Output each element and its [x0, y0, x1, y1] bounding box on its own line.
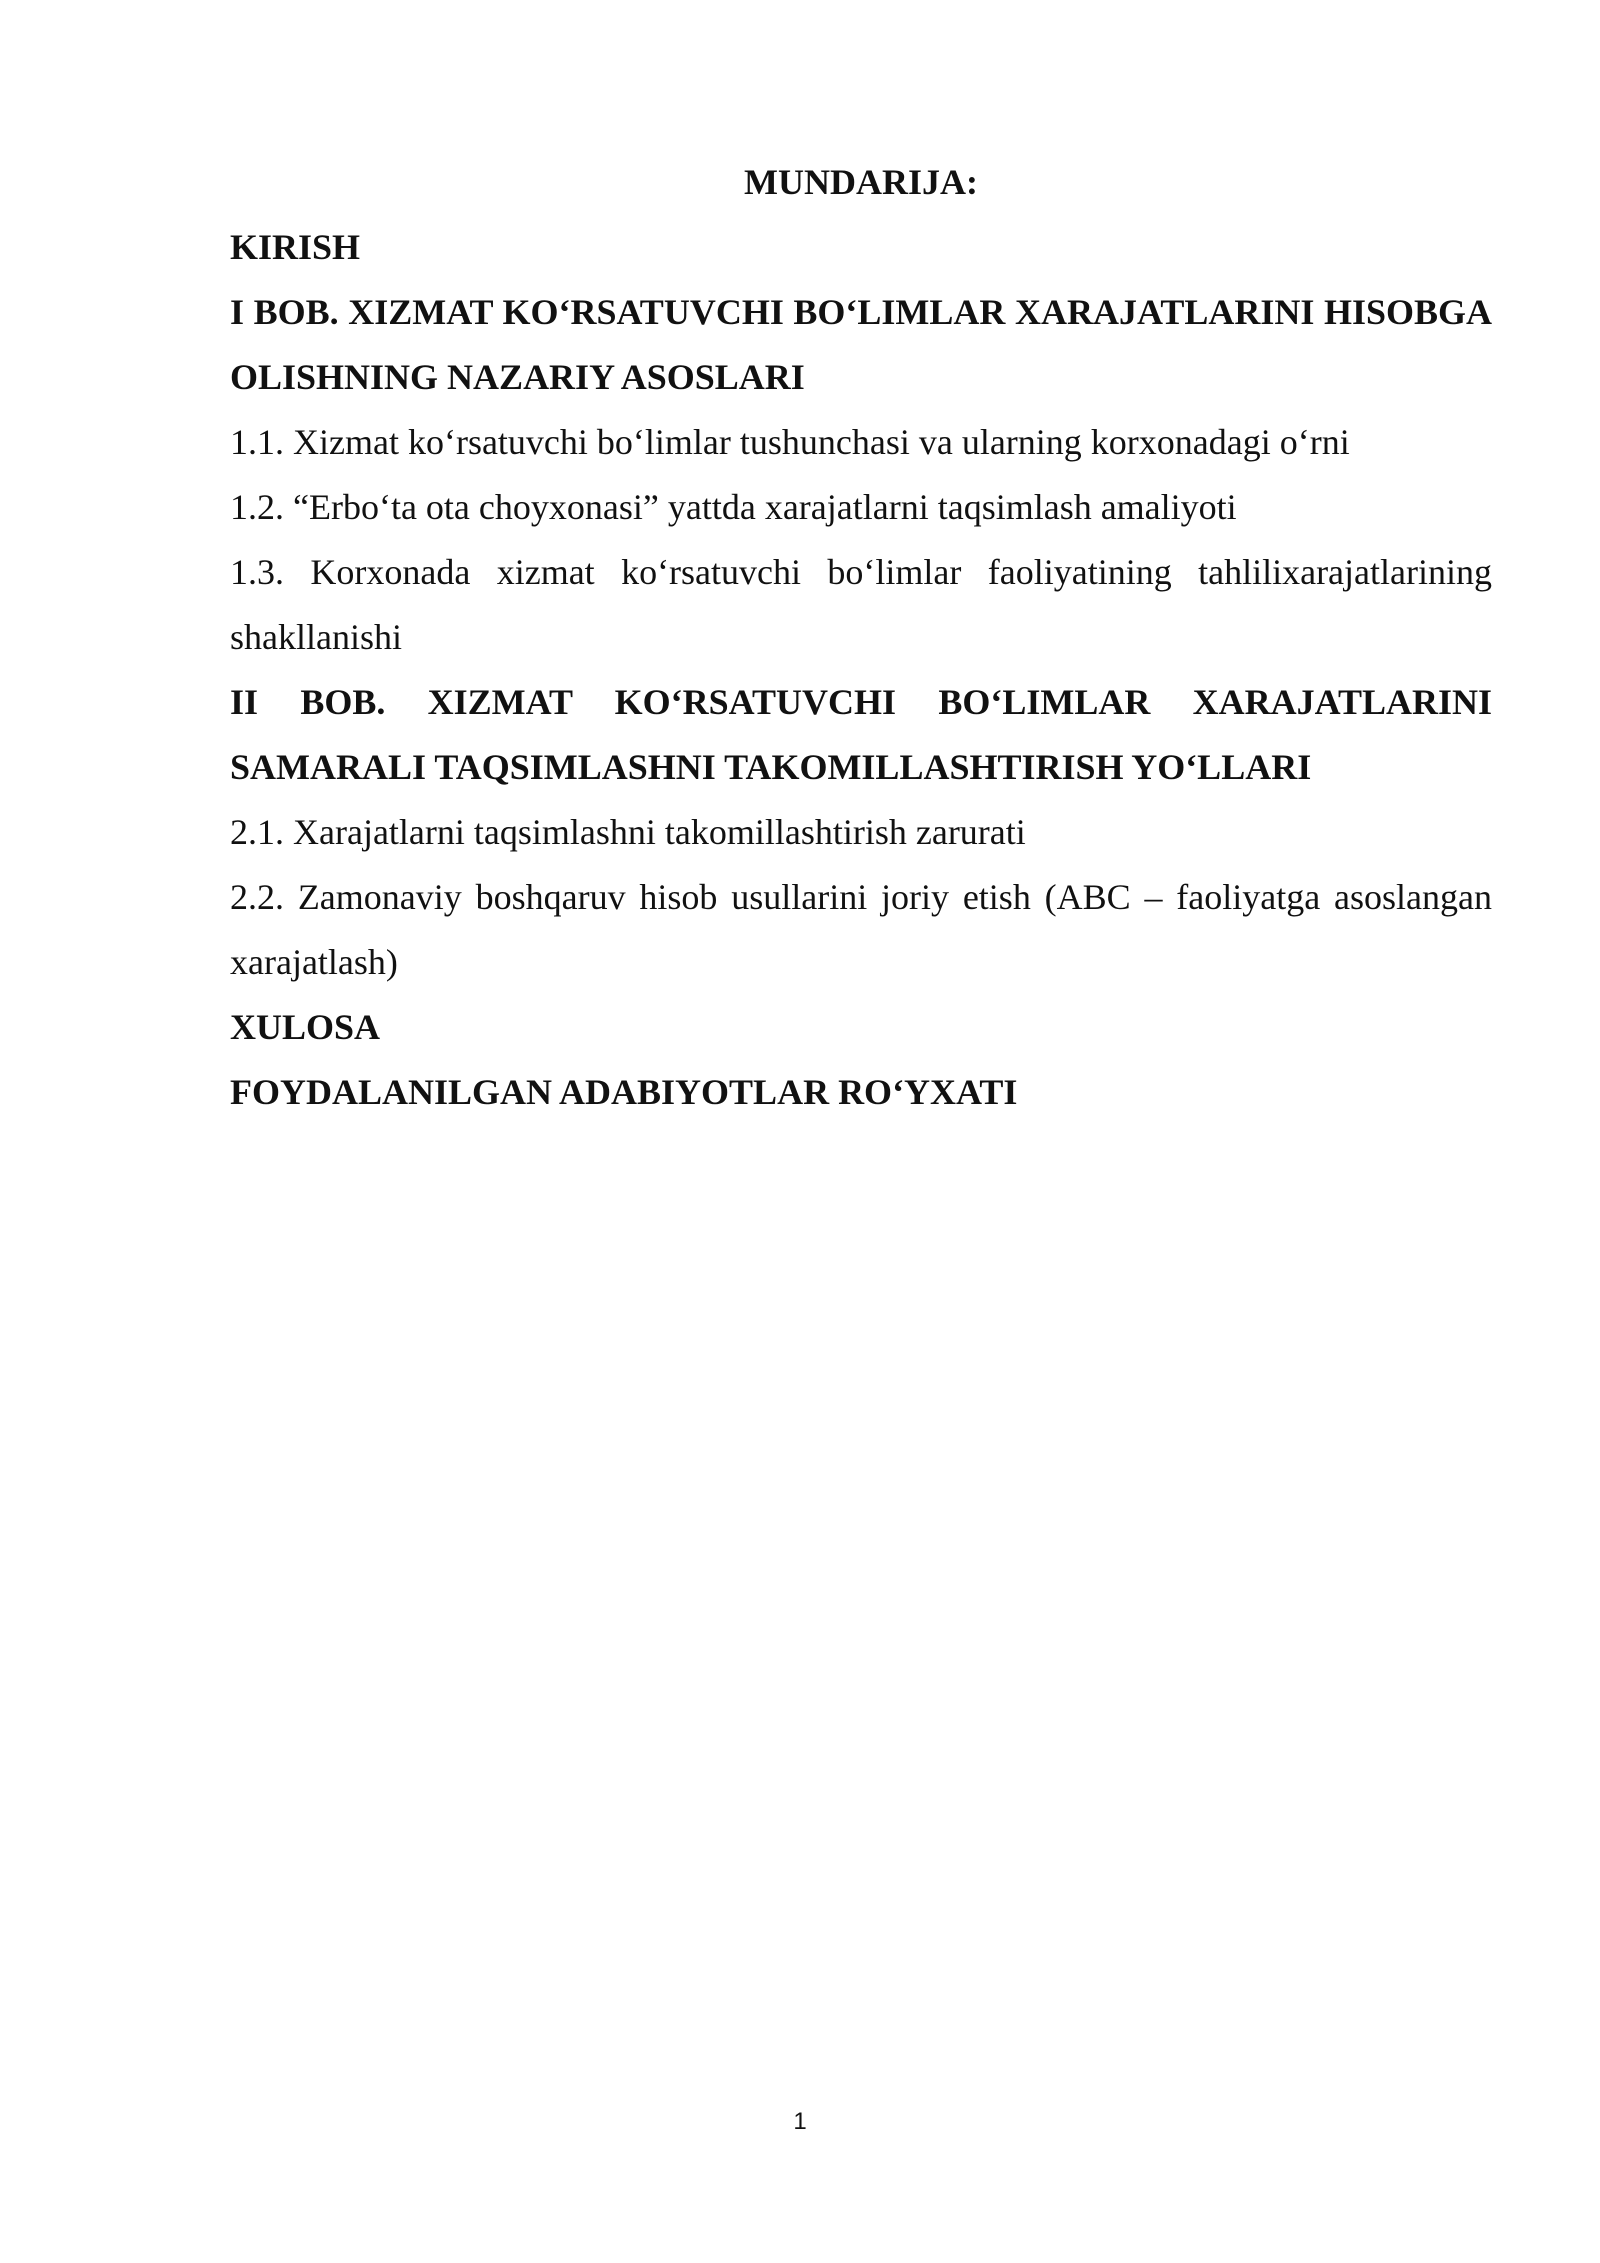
- toc-title: MUNDARIJA:: [744, 162, 978, 202]
- toc-entry-section-2-1: 2.1. Xarajatlarni taqsimlashni takomillashtirish zarurati: [230, 812, 1026, 852]
- table-of-contents: [230, 150, 1492, 1125]
- toc-entry-chapter-1: I BOB. XIZMAT KO‘RSATUVCHI BO‘LIMLAR XARAJATLARINI HISOBGA OLISHNING NAZARIY ASOSLARI: [230, 292, 1492, 397]
- toc-entry-introduction: KIRISH: [230, 227, 361, 267]
- toc-entry-conclusion: XULOSA: [230, 1007, 381, 1047]
- toc-entry-chapter-2: II BOB. XIZMAT KO‘RSATUVCHI BO‘LIMLAR XARAJATLARINI SAMARALI TAQSIMLASHNI TAKOMILLASHTIRISH YO‘LLARI: [230, 682, 1492, 787]
- page-number: 1: [793, 2108, 807, 2135]
- toc-entry-references: FOYDALANILGAN ADABIYOTLAR RO‘YXATI: [230, 1072, 1018, 1112]
- toc-entry-section-1-2: 1.2. “Erbo‘ta ota choyxonasi” yattda xarajatlarni taqsimlash amaliyoti: [230, 487, 1237, 527]
- toc-entry-section-1-3: 1.3. Korxonada xizmat ko‘rsatuvchi bo‘limlar faoliyatining tahlilixarajatlarining shakllanishi: [230, 552, 1492, 657]
- toc-entry-section-1-1: 1.1. Xizmat ko‘rsatuvchi bo‘limlar tushunchasi va ularning korxonadagi o‘rni: [230, 422, 1350, 462]
- toc-entry-section-2-2: 2.2. Zamonaviy boshqaruv hisob usullarini joriy etish (ABC – faoliyatga asoslangan xarajatlash): [230, 877, 1492, 982]
